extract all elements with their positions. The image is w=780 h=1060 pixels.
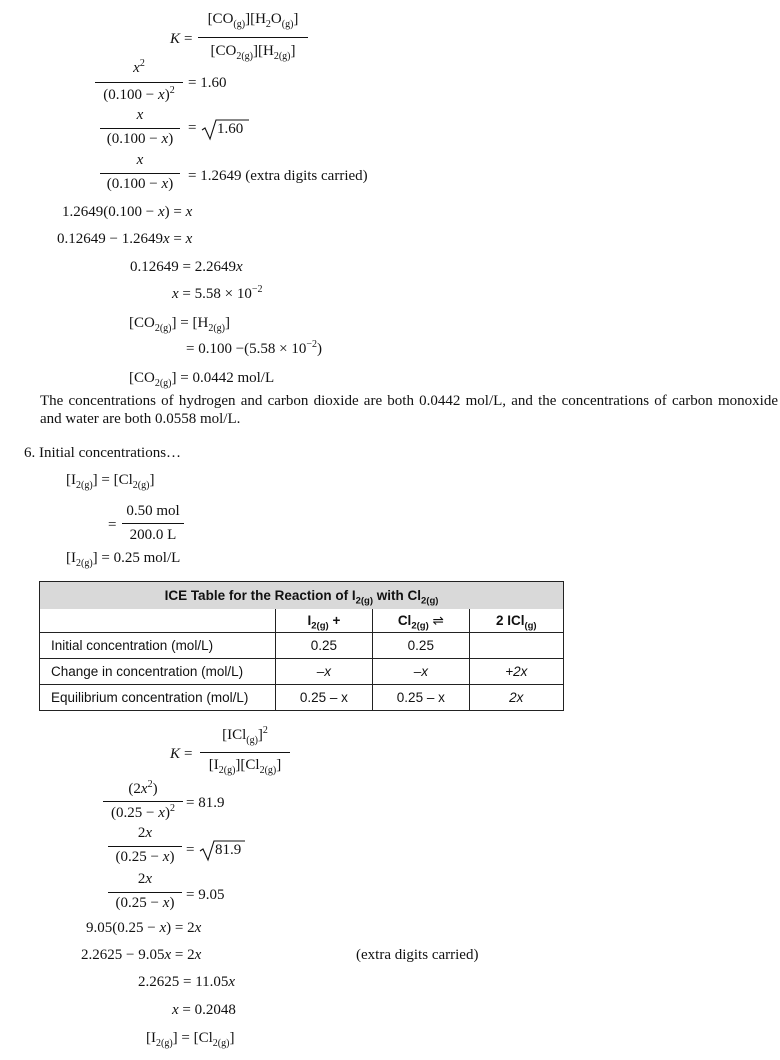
equation-line: $x = 5.58 \times 10^{-2}$	[172, 284, 263, 302]
equation-line: = $0.100 -(5.58 \times 10^{-2})$	[186, 339, 323, 357]
conclusion-paragraph: The concentrations of hydrogen and carbon dioxide are both 0.0442 mol/L, and the concentrations of carbon monoxide and water are both 0.0558 mol/L.	[40, 393, 778, 427]
k-symbol: K	[170, 746, 181, 762]
column-header: $I_{2(g)}$ +	[275, 609, 372, 633]
k-symbol: K	[170, 31, 181, 47]
equation-line: 0.12649 = 2.2649x	[130, 259, 243, 275]
equation-line: 0.12649 − 1.2649x = x	[57, 231, 193, 247]
k-fraction: $[CO_{(g)}][H_2O_{(g)}]$ $[CO_{2(g)}][H_{2(g)}]$	[198, 10, 308, 62]
ice-table	[39, 581, 564, 711]
column-header: 2 ICl$_{(g)}$	[469, 609, 563, 633]
equation-line: 1.2649(0.100 − x) = x	[62, 204, 193, 220]
table-row: Change in concentration (mol/L) –x –x +2x	[40, 659, 564, 685]
equation-line: $[I_{2(g)}] = [Cl_{2(g)}]$	[66, 472, 155, 491]
problem-heading: 6. Initial concentrations…	[24, 445, 182, 461]
equation-line: $[CO_{2(g)}] = [H_{2(g)}]$	[129, 315, 230, 334]
equation-line: 2.2625 − 9.05x = 2x	[81, 947, 202, 963]
table-row: Initial concentration (mol/L) 0.25 0.25	[40, 633, 564, 659]
equation-line: x = 0.2048	[172, 1002, 236, 1018]
table-row: Equilibrium concentration (mol/L) 0.25 – x 0.25 – x 2x	[40, 685, 564, 711]
equation-line: $[I_{2(g)}] = 0.25$ mol/L	[66, 550, 181, 569]
note-text: (extra digits carried)	[356, 947, 479, 963]
column-header: $Cl_{2(g)}$ ⇌	[373, 609, 469, 633]
equation-line: $[I_{2(g)}] = [Cl_{2(g)}]$	[146, 1030, 235, 1049]
ice-table-title: ICE Table for the Reaction of $I_{2(g)}$ with $Cl_{2(g)}$	[40, 582, 564, 610]
table-header-row	[40, 609, 564, 633]
equation-line: $[CO_{2(g)}] = 0.0442$ mol/L	[129, 370, 275, 389]
equation-line: 2.2625 = 11.05x	[138, 974, 236, 990]
equation-line: 9.05(0.25 − x) = 2x	[86, 920, 202, 936]
